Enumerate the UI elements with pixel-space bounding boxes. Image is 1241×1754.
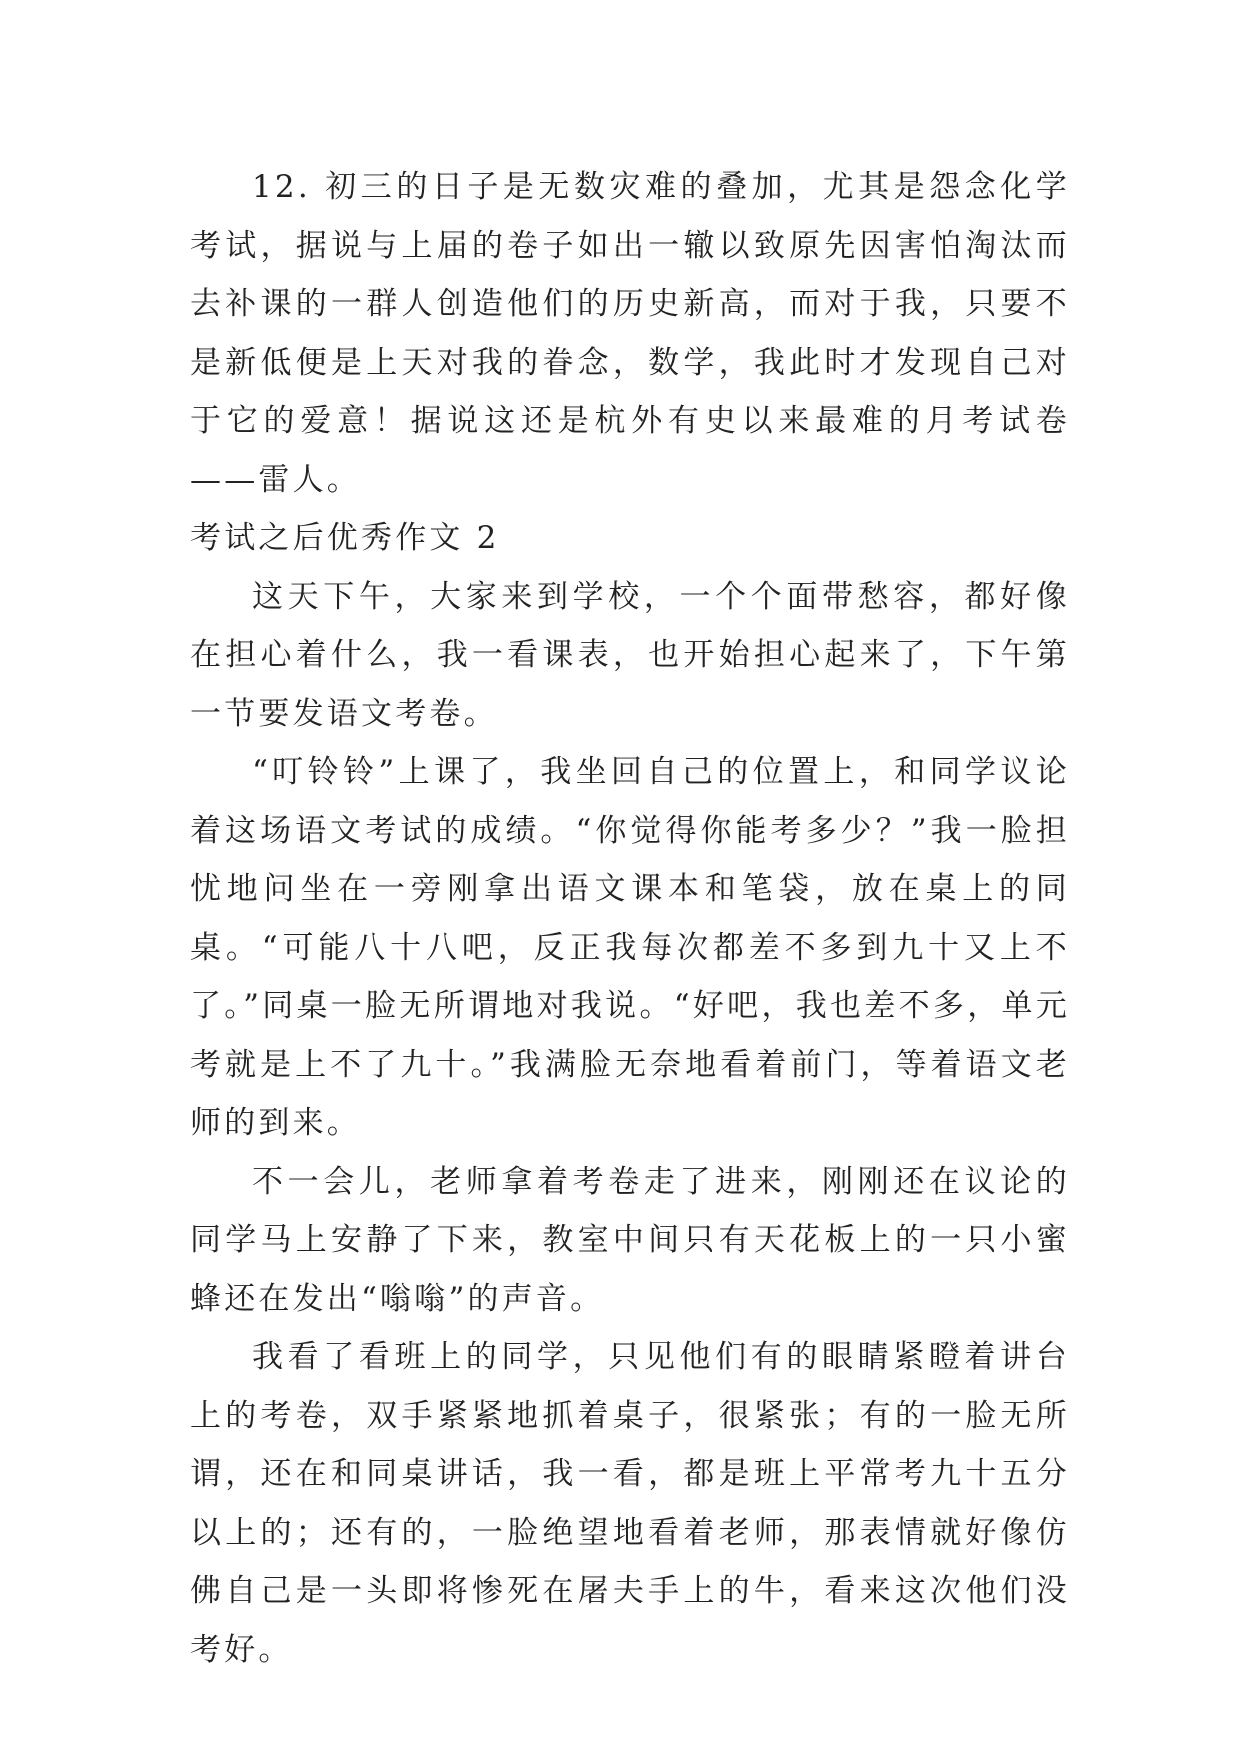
paragraph-bell-dialogue: “叮铃铃”上课了，我坐回自己的位置上，和同学议论着这场语文考试的成绩。“你觉得你能考多少？”我一脸担忧地问坐在一旁刚拿出语文课本和笔袋，放在桌上的同桌。“可能八十八吧，反正我每次都差不多到九十又上不了。”同桌一脸无所谓地对我说。“好吧，我也差不多，单元考就是上不了九十。”我满脸无奈地看着前门，等着语文老师的到来。	[190, 754, 1070, 1141]
essay-body	[190, 158, 1070, 1679]
paragraph-classmates: 我看了看班上的同学，只见他们有的眼睛紧瞪着讲台上的考卷，双手紧紧地抓着桌子，很紧张；有的一脸无所谓，还在和同桌讲话，我一看，都是班上平常考九十五分以上的；还有的，一脸绝望地看着老师，那表情就好像仿佛自己是一头即将惨死在屠夫手上的牛，看来这次他们没考好。	[190, 1339, 1070, 1668]
paragraph-teacher-enters: 不一会儿，老师拿着考卷走了进来，刚刚还在议论的同学马上安静了下来，教室中间只有天花板上的一只小蜜蜂还在发出“嗡嗡”的声音。	[190, 1163, 1070, 1317]
paragraph-afternoon: 这天下午，大家来到学校，一个个面带愁容，都好像在担心着什么，我一看课表，也开始担心起来了，下午第一节要发语文考卷。	[190, 578, 1070, 732]
essay-title: 考试之后优秀作文 2	[190, 520, 500, 556]
paragraph-exam-intro: 12. 初三的日子是无数灾难的叠加，尤其是怨念化学考试，据说与上届的卷子如出一辙以致原先因害怕淘汰而去补课的一群人创造他们的历史新高，而对于我，只要不是新低便是上天对我的眷念，数学，我此时才发现自己对于它的爱意！据说这还是杭外有史以来最难的月考试卷——雷人。	[190, 169, 1070, 498]
